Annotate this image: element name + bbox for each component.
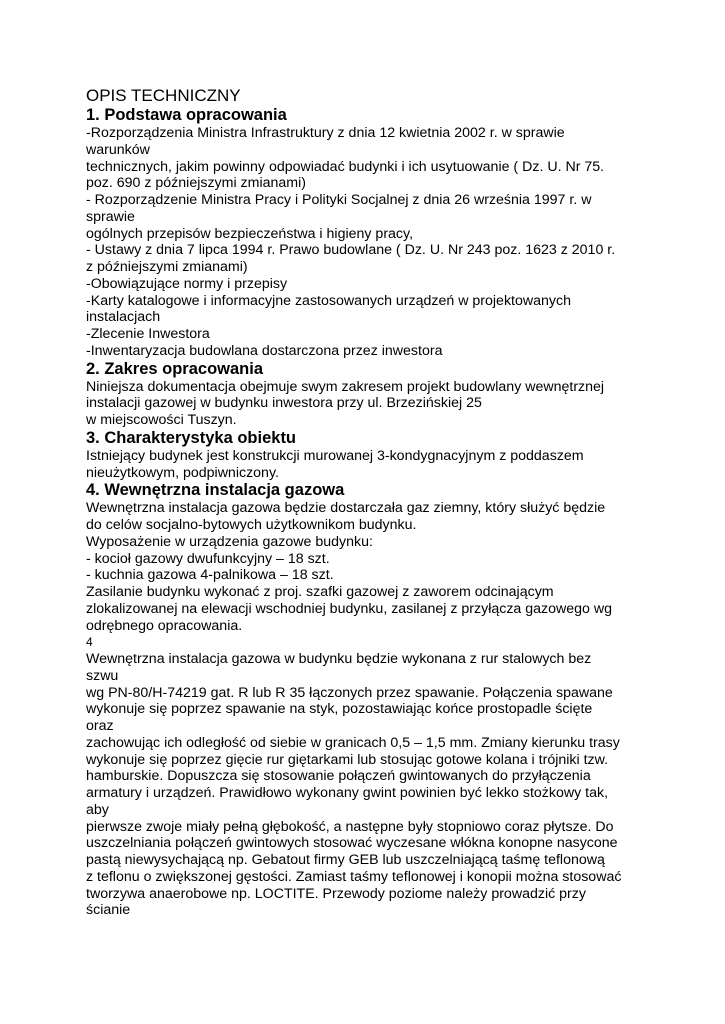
text-line: technicznych, jakim powinny odpowiadać budynki i ich usytuowanie ( Dz. U. Nr 75.: [86, 158, 605, 175]
section-heading-4: 4. Wewnętrzna instalacja gazowa: [86, 481, 345, 500]
text-line: tworzywa anaerobowe np. LOCTITE. Przewody poziome należy prowadzić przy: [86, 885, 586, 902]
text-line: oraz: [86, 718, 114, 734]
text-line: pastą niewysychającą np. Gebatout firmy GEB lub uszczelniającą taśmę teflonową: [86, 852, 605, 868]
text-line: Zasilanie budynku wykonać z proj. szafki gazowej z zaworem odcinającym: [86, 584, 554, 600]
text-line: aby: [86, 801, 109, 818]
text-line: - Rozporządzenie Ministra Pracy i Polityki Socjalnej z dnia 26 września 1997 r. w: [86, 192, 592, 208]
text-line: pierwsze zwoje miały pełną głębokość, a następne były stopniowo coraz płytsze. Do: [86, 818, 614, 835]
document-title: OPIS TECHNICZNY: [86, 86, 241, 105]
text-line: - kuchnia gazowa 4-palnikowa – 18 szt.: [86, 567, 334, 584]
text-line: Wewnętrzna instalacja gazowa będzie dostarczała gaz ziemny, który służyć będzie: [86, 500, 606, 517]
text-line: - kocioł gazowy dwufunkcyjny – 18 szt.: [86, 550, 330, 567]
text-line: -Obowiązujące normy i przepisy: [86, 275, 288, 292]
text-line: odrębnego opracowania.: [86, 617, 243, 634]
text-line: zachowując ich odległość od siebie w granicach 0,5 – 1,5 mm. Zmiany kierunku trasy: [86, 734, 620, 751]
text-line: wykonuje się poprzez gięcie rur giętarkami lub stosując gotowe kolana i trójniki tzw.: [86, 751, 609, 768]
text-line: Wewnętrzna instalacja gazowa w budynku będzie wykonana z rur stalowych bez: [86, 651, 592, 667]
text-line: -Zlecenie Inwestora: [86, 326, 210, 342]
text-line: zlokalizowanej na elewacji wschodniej budynku, zasilanej z przyłącza gazowego wg: [86, 600, 613, 617]
text-line: szwu: [86, 667, 119, 684]
text-line: w miejscowości Tuszyn.: [86, 412, 237, 428]
page-number: 4: [86, 635, 93, 650]
text-line: ogólnych przepisów bezpieczeństwa i higieny pracy,: [86, 225, 414, 242]
text-line: wg PN-80/H-74219 gat. R lub R 35 łączonych przez spawanie. Połączenia spawane: [86, 684, 613, 701]
text-line: poz. 690 z późniejszymi zmianami): [86, 175, 306, 192]
text-line: uszczelniania połączeń gwintowych stosować wyczesane włókna konopne nasycone: [86, 835, 618, 852]
text-line: nieużytkowym, podpiwniczony.: [86, 464, 279, 481]
text-line: warunków: [86, 141, 150, 158]
section-heading-3: 3. Charakterystyka obiektu: [86, 428, 297, 447]
section-heading-1: 1. Podstawa opracowania: [86, 106, 287, 124]
text-line: - Ustawy z dnia 7 lipca 1994 r. Prawo budowlane ( Dz. U. Nr 243 poz. 1623 z 2010 r.: [86, 242, 616, 259]
text-line: instalacjach: [86, 309, 161, 326]
text-line: ścianie: [86, 902, 131, 919]
text-line: z teflonu o zwiększonej gęstości. Zamiast taśmy teflonowej i konopii można stosować: [86, 868, 622, 885]
text-line: z późniejszymi zmianami): [86, 259, 248, 275]
text-line: -Inwentaryzacja budowlana dostarczona przez inwestora: [86, 342, 443, 359]
text-line: Istniejący budynek jest konstrukcji murowanej 3-kondygnacyjnym z poddaszem: [86, 447, 584, 464]
document-page: [86, 86, 646, 919]
text-line: armatury i urządzeń. Prawidłowo wykonany gwint powinien być lekko stożkowy tak,: [86, 785, 609, 801]
text-line: instalacji gazowej w budynku inwestora przy ul. Brzezińskiej 25: [86, 395, 482, 412]
text-line: wykonuje się poprzez spawanie na styk, pozostawiając końce prostopadle ścięte: [86, 701, 593, 718]
section-heading-2: 2. Zakres opracowania: [86, 359, 263, 378]
text-line: hamburskie. Dopuszcza się stosowanie połączeń gwintowanych do przyłączenia: [86, 768, 591, 785]
text-line: -Rozporządzenia Ministra Infrastruktury z dnia 12 kwietnia 2002 r. w sprawie: [86, 125, 565, 141]
text-line: Wyposażenie w urządzenia gazowe budynku:: [86, 533, 373, 550]
text-line: sprawie: [86, 208, 135, 225]
text-line: -Karty katalogowe i informacyjne zastosowanych urządzeń w projektowanych: [86, 292, 571, 309]
text-line: Niniejsza dokumentacja obejmuje swym zakresem projekt budowlany wewnętrznej: [86, 378, 605, 395]
text-line: do celów socjalno-bytowych użytkownikom budynku.: [86, 517, 417, 533]
